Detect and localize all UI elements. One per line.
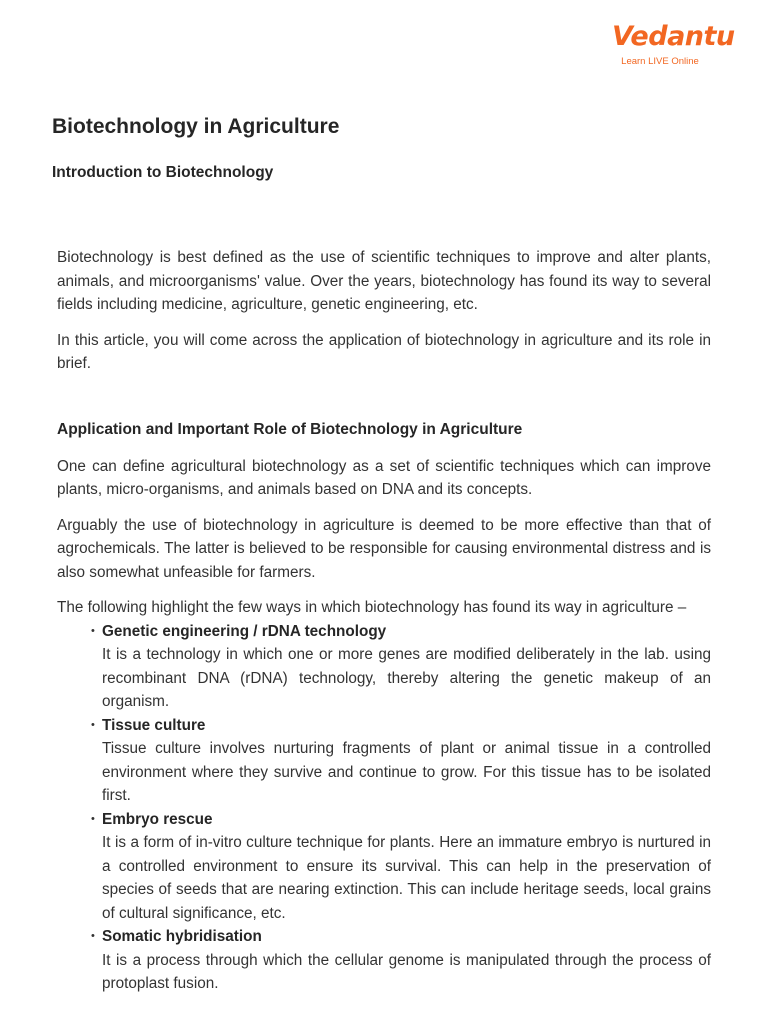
list-item (57, 808, 711, 926)
bullet-icon: • (91, 718, 95, 731)
list-item-title: Embryo rescue (102, 810, 213, 828)
intro-paragraph: Biotechnology is best defined as the use of scientific techniques to improve and alter plants, animals, and microorganisms' value. Over the years, biotechnology has found its way to several fields including medicine, agriculture, genetic engineering, etc. (57, 249, 711, 313)
list-item (57, 925, 711, 996)
section-paragraph: Arguably the use of biotechnology in agriculture is deemed to be more effective than that of agrochemicals. The latter is believed to be responsible for causing environmental distress and is also somewhat unfeasible for farmers. (57, 516, 711, 581)
list-item-title: Genetic engineering / rDNA technology (102, 622, 387, 640)
section-paragraph: The following highlight the few ways in which biotechnology has found its way in agriculture – (57, 599, 687, 616)
section-heading: Application and Important Role of Biotechnology in Agriculture (57, 420, 523, 438)
page-subtitle: Introduction to Biotechnology (52, 164, 274, 181)
logo-wordmark: Vedantu (612, 21, 735, 52)
ways-list (57, 620, 711, 996)
bullet-icon: • (91, 624, 95, 637)
list-item-description: Tissue culture involves nurturing fragments of plant or animal tissue in a controlled environment where they survive and continue to grow. For this tissue has to be isolated first. (102, 740, 711, 804)
bullet-icon: • (91, 812, 95, 825)
bullet-icon: • (91, 930, 95, 942)
list-item-description: It is a form of in-vitro culture technique for plants. Here an immature embryo is nurtured in a controlled environment to ensure its survival. This can help in the preservation of species of seeds that are nearing extinction. This can include heritage seeds, local grains of cultural significance, etc. (102, 834, 711, 922)
list-item (57, 714, 711, 808)
list-item (57, 620, 711, 714)
page-title: Biotechnology in Agriculture (52, 115, 340, 138)
article-body (57, 246, 711, 996)
logo-tagline: Learn LIVE Online (621, 56, 699, 67)
list-item-description: It is a process through which the cellular genome is manipulated through the process of protoplast fusion. (102, 951, 711, 992)
list-item-title: Tissue culture (102, 716, 206, 734)
intro-paragraph: In this article, you will come across the application of biotechnology in agriculture and its role in brief. (57, 331, 711, 372)
list-item-title: Somatic hybridisation (102, 928, 262, 945)
list-item-description: It is a technology in which one or more genes are modified deliberately in the lab. using recombinant DNA (rDNA) technology, thereby altering the genetic makeup of an organism. (102, 646, 711, 710)
vedantu-logo[interactable] (612, 20, 735, 67)
section-paragraph: One can define agricultural biotechnology as a set of scientific techniques which can improve plants, micro-organisms, and animals based on DNA and its concepts. (57, 457, 711, 498)
